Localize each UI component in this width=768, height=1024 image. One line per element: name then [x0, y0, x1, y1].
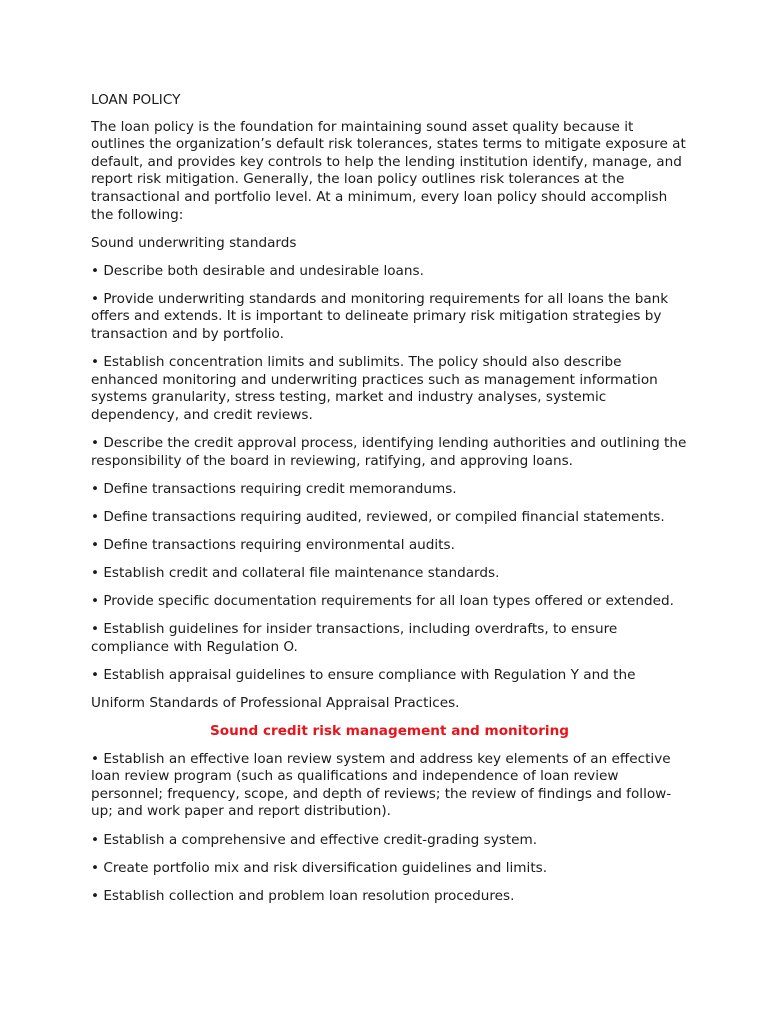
bullet-item: • Provide specific documentation requirements for all loan types offered or extended. [91, 593, 674, 610]
bullet-item: • Define transactions requiring credit memorandums. [91, 480, 457, 497]
section-heading-credit-risk: Sound credit risk management and monitoring [210, 723, 569, 740]
continuation-line: Uniform Standards of Professional Appraisal Practices. [91, 694, 460, 711]
bullet-item: • Provide underwriting standards and monitoring requirements for all loans the bank offers and extends. It is important to delineate primary risk mitigation strategies by transaction and by portfolio. [91, 290, 669, 343]
bullet-item: • Establish a comprehensive and effective credit-grading system. [91, 831, 538, 848]
bullet-item: • Describe the credit approval process, identifying lending authorities and outlining the responsibility of the board in reviewing, ratifying, and approving loans. [91, 435, 687, 469]
section-heading-underwriting: Sound underwriting standards [91, 234, 297, 251]
bullet-item: • Establish concentration limits and sublimits. The policy should also describe enhanced monitoring and underwriting practices such as management information systems granularity, stress testing, market and industry analyses, systemic dependency, and credit reviews. [91, 354, 658, 423]
document-title: LOAN POLICY [91, 92, 181, 108]
bullet-item: • Establish collection and problem loan resolution procedures. [91, 887, 515, 904]
bullet-item: • Create portfolio mix and risk diversification guidelines and limits. [91, 859, 548, 876]
bullet-item: • Establish guidelines for insider transactions, including overdrafts, to ensure compliance with Regulation O. [91, 621, 618, 655]
intro-paragraph: The loan policy is the foundation for maintaining sound asset quality because it outlines the organization’s default risk tolerances, states terms to mitigate exposure at default, and provides key controls to help the lending institution identify, manage, and report risk mitigation. Generally, the loan policy outlines risk tolerances at the transactional and portfolio level. At a minimum, every loan policy should accomplish the following: [91, 118, 686, 223]
bullet-item: • Establish appraisal guidelines to ensure compliance with Regulation Y and the [91, 666, 636, 683]
bullet-item: • Describe both desirable and undesirable loans. [91, 262, 424, 279]
bullet-item: • Establish an effective loan review system and address key elements of an effective loan review program (such as qualifications and independence of loan review personnel; frequency, scope, and depth of reviews; the review of findings and follow-up; and work paper and report distribution). [91, 750, 672, 820]
bullet-item: • Define transactions requiring environmental audits. [91, 536, 455, 553]
bullet-item: • Define transactions requiring audited, reviewed, or compiled financial statements. [91, 508, 665, 525]
bullet-item: • Establish credit and collateral file maintenance standards. [91, 564, 500, 581]
